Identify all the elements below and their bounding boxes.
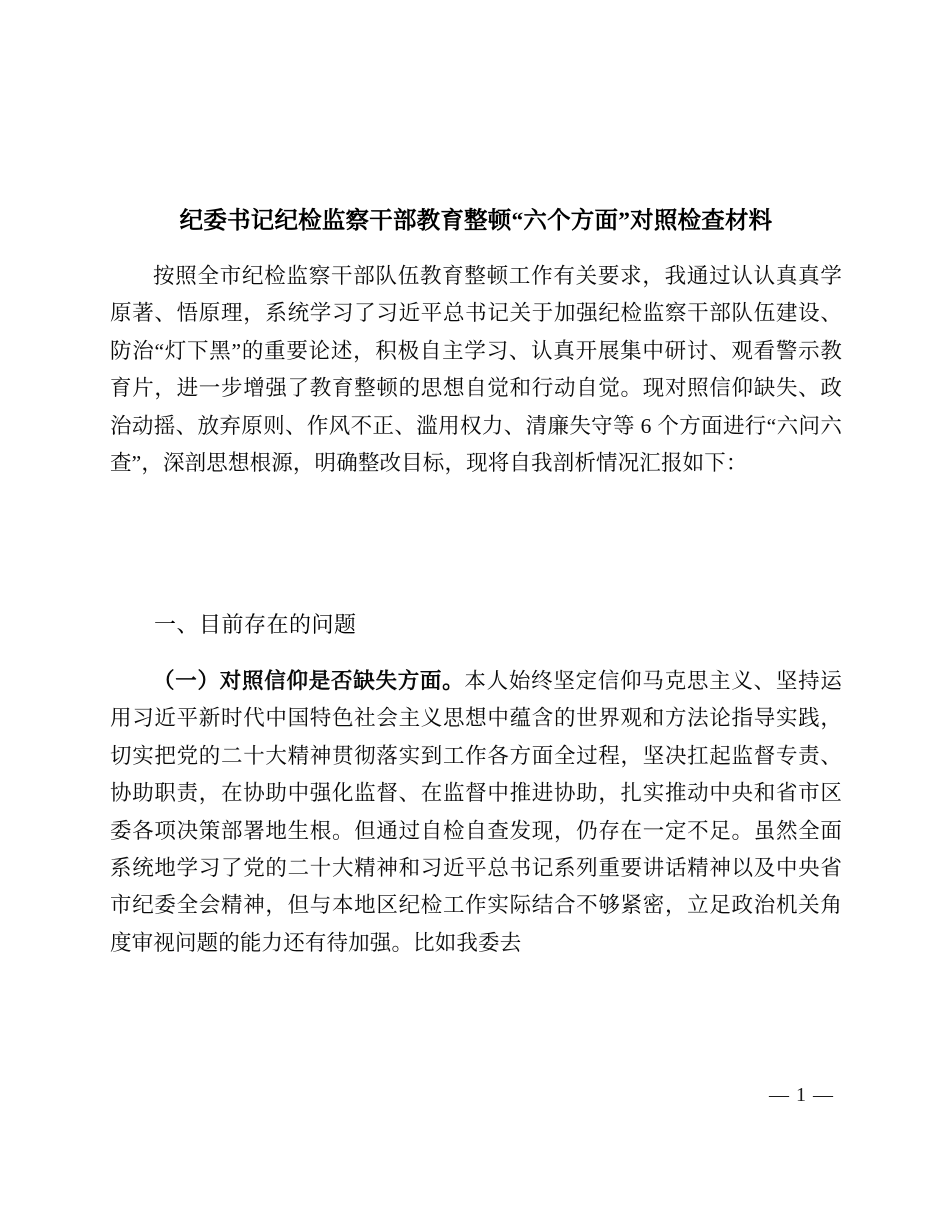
intro-paragraph: 按照全市纪检监察干部队伍教育整顿工作有关要求，我通过认认真真学原著、悟原理，系统学习了习近平总书记关于加强纪检监察干部队伍建设、防治“灯下黑”的重要论述，积极自主学习、认真开展集中研讨、观看警示教育片，进一步增强了教育整顿的思想自觉和行动自觉。现对照信仰缺失、政治动摇、放弃原则、作风不正、滥用权力、清廉失守等 6 个方面进行“六问六查”，深剖思想根源，明确整改目标，现将自我剖析情况汇报如下： [110,264,842,476]
intro-paragraph-block [110,258,842,482]
subsection-paragraph [110,663,842,962]
subsection-paragraph-block [110,663,842,962]
section-heading-block [110,606,842,643]
page-title: 纪委书记纪检监察干部教育整顿“六个方面”对照检查材料 [179,208,773,234]
subsection-lead: （一）对照信仰是否缺失方面。 [153,669,465,693]
section-heading-1: 一、目前存在的问题 [154,612,357,637]
page-number-footer: — 1 — [769,1084,834,1106]
subsection-body: 本人始终坚定信仰马克思主义、坚持运用习近平新时代中国特色社会主义思想中蕴含的世界观和方法论指导实践，切实把党的二十大精神贯彻落实到工作各方面全过程，坚决扛起监督专责、协助职责，在协助中强化监督、在监督中推进协助，扎实推动中央和省市区委各项决策部署地生根。但通过自检自查发现，仍存在一定不足。虽然全面系统地学习了党的二十大精神和习近平总书记系列重要讲话精神以及中央省市纪委全会精神，但与本地区纪检工作实际结合不够紧密，立足政治机关角度审视问题的能力还有待加强。比如我委去 [110,669,842,955]
